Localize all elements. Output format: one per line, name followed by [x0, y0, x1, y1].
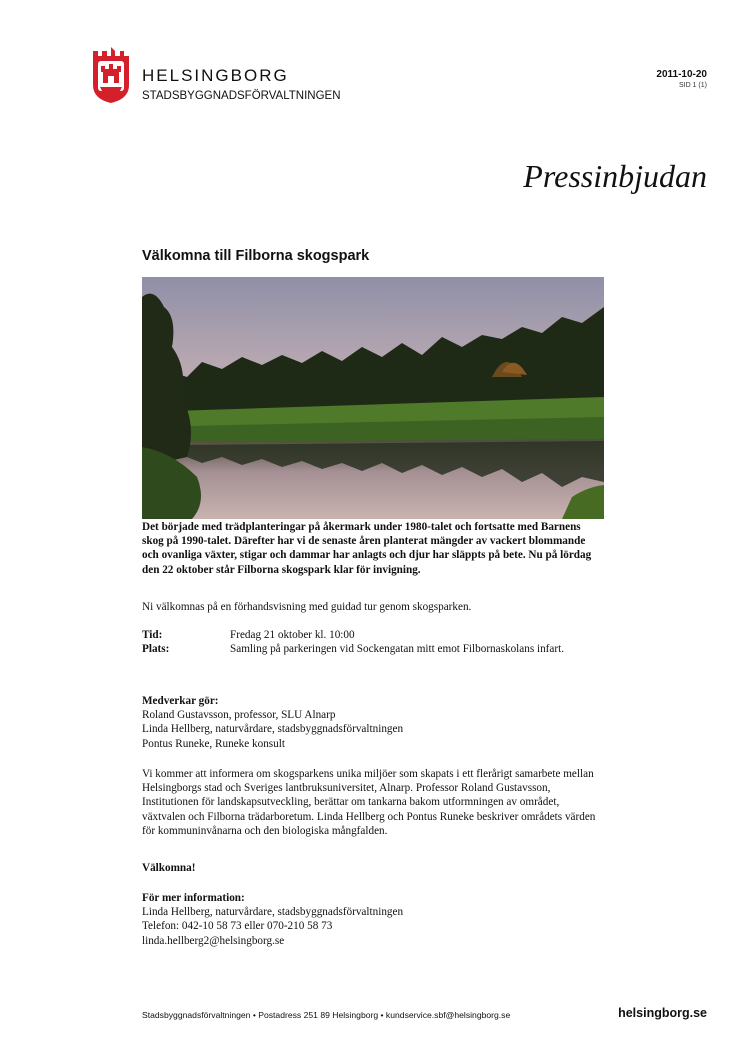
- press-headline: Välkomna till Filborna skogspark: [142, 248, 370, 264]
- event-time-value: Fredag 21 oktober kl. 10:00: [230, 629, 355, 641]
- event-time-label: Tid:: [142, 629, 163, 641]
- helsingborg-crest-icon: [91, 47, 131, 103]
- page-reference: SID 1 (1): [678, 82, 707, 89]
- organization-name: HELSINGBORG: [142, 66, 289, 85]
- footer-address: Stadsbyggnadsförvaltningen • Postadress 251 89 Helsingborg • kundservice.sbf@helsingborg.se: [142, 1010, 511, 1020]
- document-date: 2011-10-20: [656, 69, 707, 80]
- lead-paragraph: Det började med trädplanteringar på åkermark under 1980-talet och fortsatte med Barnens skog på 1990-talet. Därefter har vi de senaste åren planterat mängder av vackert blommande och ovanliga växter, stigar och dammar har anlagts och djur har släppts på bete. Nu på lördag den 22 oktober står Filborna skogspark klar för invigning.: [142, 521, 592, 576]
- participants-heading: Medverkar gör:: [142, 695, 219, 707]
- park-pond-photo: [142, 277, 604, 519]
- contact-name: Linda Hellberg, naturvårdare, stadsbyggnadsförvaltningen: [142, 906, 404, 919]
- event-place-value: Samling på parkeringen vid Sockengatan mitt emot Filbornaskolans infart.: [230, 643, 565, 656]
- contact-heading: För mer information:: [142, 892, 245, 904]
- contact-section: [142, 891, 604, 948]
- contact-email[interactable]: linda.hellberg2@helsingborg.se: [142, 934, 285, 947]
- participant-item: Linda Hellberg, naturvårdare, stadsbyggnadsförvaltningen: [142, 723, 404, 736]
- participants-section: [142, 694, 604, 751]
- contact-phone: Telefon: 042-10 58 73 eller 070-210 58 73: [142, 920, 333, 933]
- welcome-text: Välkomna!: [142, 862, 196, 874]
- participant-item: Pontus Runeke, Runeke konsult: [142, 737, 285, 750]
- event-place-label: Plats:: [142, 643, 170, 656]
- invitation-text: Ni välkomnas på en förhandsvisning med guidad tur genom skogsparken.: [142, 601, 472, 613]
- footer-website-link[interactable]: helsingborg.se: [618, 1006, 707, 1020]
- participant-item: Roland Gustavsson, professor, SLU Alnarp: [142, 709, 336, 722]
- event-time-row: [142, 628, 604, 642]
- department-name: STADSBYGGNADSFÖRVALTNINGEN: [142, 90, 341, 102]
- about-paragraph: Vi kommer att informera om skogsparkens unika miljöer som skapats i ett flerårigt samarbete mellan Helsingborgs stad och Sveriges lantbruksuniversitet, Alnarp. Professor Roland Gustavsson, Institutionen för landskapsutveckling, berättar om tankarna bakom utformningen av området, växtvalen och Filborna trädarboretum. Linda Hellberg och Pontus Runeke beskriver områdets värden för kommuninvånarna och den biologiska mångfalden.: [142, 768, 596, 837]
- event-details: [142, 628, 604, 656]
- event-place-row: [142, 642, 604, 656]
- document-type-title: Pressinbjudan: [523, 158, 707, 194]
